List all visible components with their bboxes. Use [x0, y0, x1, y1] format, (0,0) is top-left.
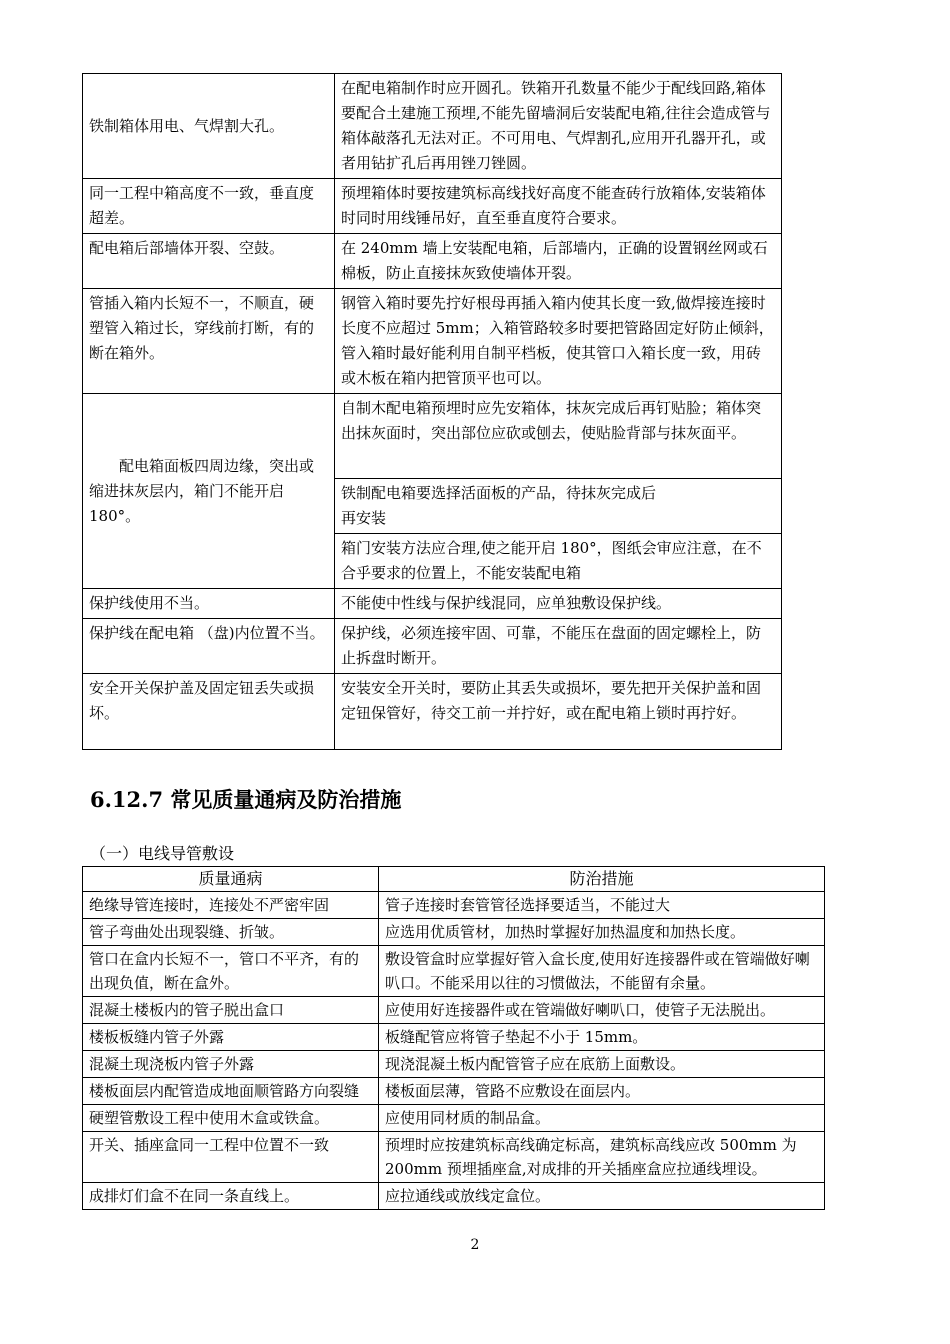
problem-cell: 管子弯曲处出现裂缝、折皱。 — [83, 919, 379, 946]
problem-cell: 配电箱后部墙体开裂、空鼓。 — [83, 234, 335, 289]
table-row — [83, 1051, 825, 1078]
problem-cell: 混凝土楼板内的管子脱出盒口 — [83, 997, 379, 1024]
column-header: 质量通病 — [83, 867, 379, 892]
problem-cell: 绝缘导管连接时，连接处不严密牢固 — [83, 892, 379, 919]
table-row — [83, 1078, 825, 1105]
measure-cell: 板缝配管应将管子垫起不小于 15mm。 — [379, 1024, 825, 1051]
measure-cell: 应拉通线或放线定盒位。 — [379, 1183, 825, 1210]
problem-cell: 楼板板缝内管子外露 — [83, 1024, 379, 1051]
measure-cell: 楼板面层薄，管路不应敷设在面层内。 — [379, 1078, 825, 1105]
problem-cell: 铁制箱体用电、气焊割大孔。 — [83, 74, 335, 179]
table-row — [83, 892, 825, 919]
conduit-defects-table — [82, 866, 825, 1210]
table-row — [83, 946, 825, 997]
measure-cell: 现浇混凝土板内配管管子应在底筋上面敷设。 — [379, 1051, 825, 1078]
subsection-heading: （一）电线导管敷设 — [90, 844, 235, 863]
table-row — [83, 589, 782, 619]
problem-cell: 配电箱面板四周边缘，突出或缩进抹灰层内，箱门不能开启 180°。 — [83, 394, 335, 589]
measure-line: 再安装 — [341, 509, 387, 527]
measure-cell: 安装安全开关时，要防止其丢失或损坏，要先把开关保护盖和固定钮保管好，待交工前一并拧好，或在配电箱上锁时再拧好。 — [335, 674, 782, 750]
problem-cell: 成排灯们盒不在同一条直线上。 — [83, 1183, 379, 1210]
column-header: 防治措施 — [379, 867, 825, 892]
problem-cell: 安全开关保护盖及固定钮丢失或损坏。 — [83, 674, 335, 750]
table-row — [83, 179, 782, 234]
problem-cell: 保护线使用不当。 — [83, 589, 335, 619]
measure-cell: 在配电箱制作时应开圆孔。铁箱开孔数量不能少于配线回路,箱体要配合土建施工预埋,不能先留墙洞后安装配电箱,往往会造成管与箱体敲落孔无法对正。不可用电、气焊割孔,应用开孔器开孔，或者用钻扩孔后再用锉刀锉圆。 — [335, 74, 782, 179]
measure-cell: 管子连接时套管管径选择要适当，不能过大 — [379, 892, 825, 919]
measure-cell: 在 240mm 墙上安装配电箱，后部墙内，正确的设置钢丝网或石棉板，防止直接抹灰致使墙体开裂。 — [335, 234, 782, 289]
problem-cell: 管口在盒内长短不一，管口不平齐，有的出现负值，断在盒外。 — [83, 946, 379, 997]
measure-cell: 箱门安装方法应合理,使之能开启 180°，图纸会审应注意，在不合乎要求的位置上，不能安装配电箱 — [335, 534, 782, 589]
table-row — [83, 394, 782, 479]
problem-cell: 保护线在配电箱 （盘)内位置不当。 — [83, 619, 335, 674]
measure-cell: 预埋时应按建筑标高线确定标高，建筑标高线应改 500mm 为 200mm 预埋插座盒,对成排的开关插座盒应拉通线埋设。 — [379, 1132, 825, 1183]
measure-cell: 不能使中性线与保护线混同，应单独敷设保护线。 — [335, 589, 782, 619]
table-row — [83, 74, 782, 179]
measure-cell: 应选用优质管材，加热时掌握好加热温度和加热长度。 — [379, 919, 825, 946]
table-row — [83, 1105, 825, 1132]
measure-cell: 应使用好连接器件或在管端做好喇叭口，使管子无法脱出。 — [379, 997, 825, 1024]
table-row — [83, 997, 825, 1024]
measure-cell: 应使用同材质的制品盒。 — [379, 1105, 825, 1132]
measure-cell: 预埋箱体时要按建筑标高线找好高度不能查砖行放箱体,安装箱体时同时用线锤吊好，直至垂直度符合要求。 — [335, 179, 782, 234]
table-row — [83, 1024, 825, 1051]
section-heading: 6.12.7 常见质量通病及防治措施 — [90, 787, 402, 812]
page-number: 2 — [470, 1237, 480, 1253]
table-header-row — [83, 867, 825, 892]
problem-cell: 管插入箱内长短不一，不顺直，硬塑管入箱过长，穿线前打断，有的断在箱外。 — [83, 289, 335, 394]
table-row — [83, 674, 782, 750]
table-row — [83, 919, 825, 946]
problem-cell: 开关、插座盒同一工程中位置不一致 — [83, 1132, 379, 1183]
measure-cell: 自制木配电箱预埋时应先安箱体，抹灰完成后再钉贴脸；箱体突出抹灰面时，突出部位应砍或刨去，使贴脸背部与抹灰面平。 — [335, 394, 782, 479]
measure-cell: 钢管入箱时要先拧好根母再插入箱内使其长度一致,做焊接连接时长度不应超过 5mm；入箱管路较多时要把管路固定好防止倾斜，管入箱时最好能利用自制平档板，使其管口入箱长度一致，用砖或木板在箱内把管顶平也可以。 — [335, 289, 782, 394]
table-row — [83, 234, 782, 289]
problem-cell: 混凝土现浇板内管子外露 — [83, 1051, 379, 1078]
problem-cell: 楼板面层内配管造成地面顺管路方向裂缝 — [83, 1078, 379, 1105]
table-row — [83, 1132, 825, 1183]
distribution-box-defects-table — [82, 73, 782, 750]
table-row — [83, 619, 782, 674]
table-row — [83, 1183, 825, 1210]
measure-line: 铁制配电箱要选择活面板的产品，待抹灰完成后 — [341, 484, 657, 502]
measure-cell: 敷设管盒时应掌握好管入盒长度,使用好连接器件或在管端做好喇叭口。不能采用以往的习惯做法，不能留有余量。 — [379, 946, 825, 997]
problem-cell: 硬塑管敷设工程中使用木盒或铁盒。 — [83, 1105, 379, 1132]
measure-cell — [335, 479, 782, 534]
measure-cell: 保护线，必须连接牢固、可靠，不能压在盘面的固定螺栓上，防止拆盘时断开。 — [335, 619, 782, 674]
problem-cell: 同一工程中箱高度不一致，垂直度超差。 — [83, 179, 335, 234]
table-row — [83, 289, 782, 394]
